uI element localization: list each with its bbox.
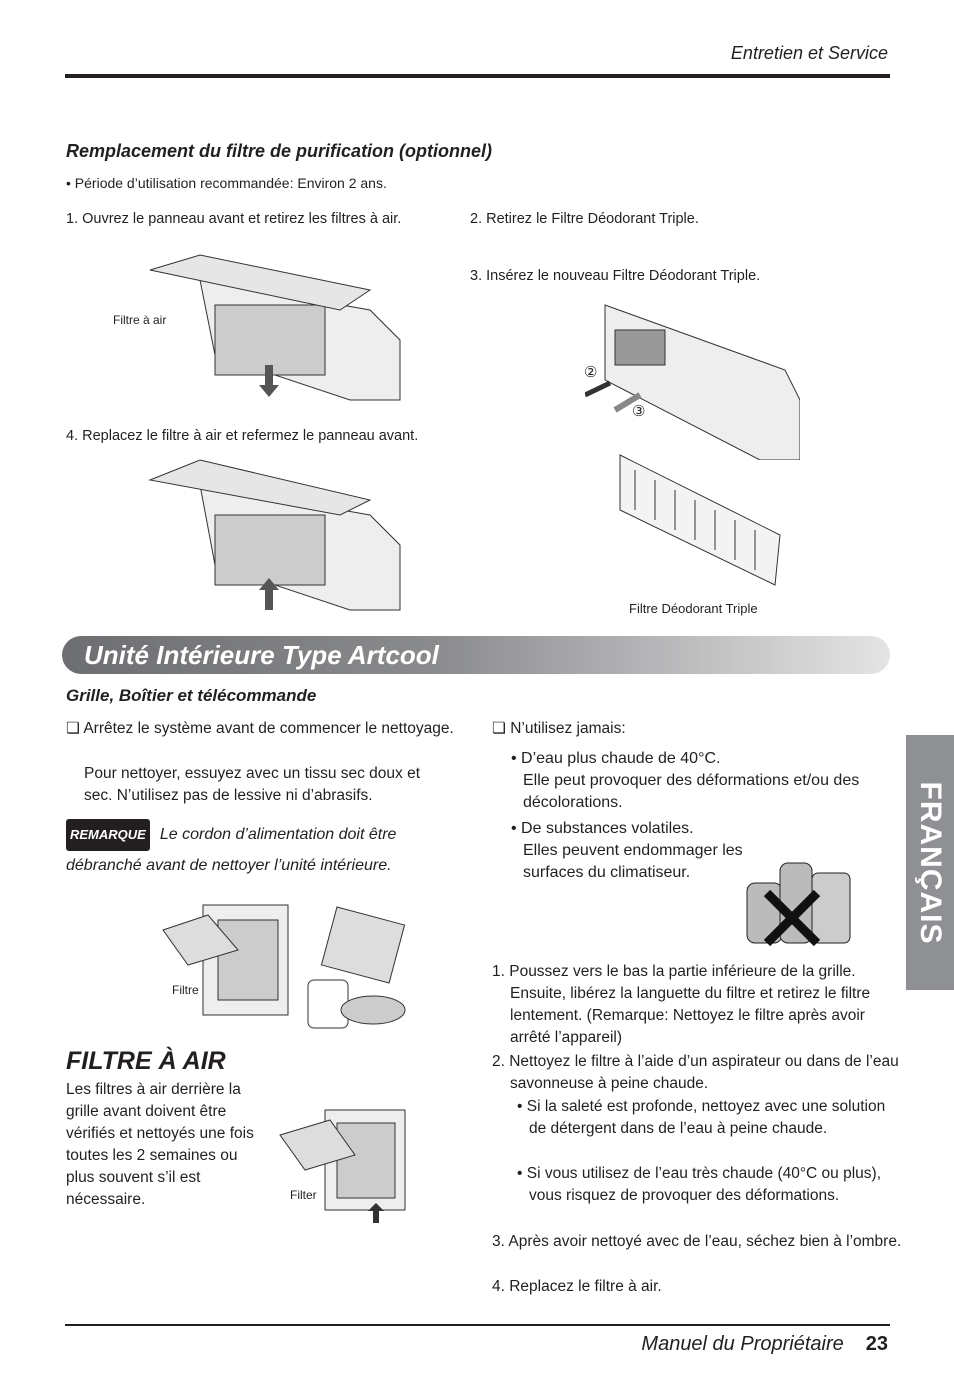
step-3: 3. Insérez le nouveau Filtre Déodorant Triple.: [470, 268, 761, 284]
filter-removal-illustration: [275, 1105, 410, 1225]
open-panel-illustration: [140, 250, 405, 410]
bullet-hot-water: • D’eau plus chaude de 40°C.: [511, 750, 721, 767]
air-filter-title: FILTRE À AIR: [66, 1047, 226, 1075]
period-text: • Période d’utilisation recommandée: Environ 2 ans.: [66, 175, 387, 191]
filter-step-2a: • Si la saleté est profonde, nettoyez avec une solution de détergent dans de l’eau à peine chaude.: [517, 1098, 886, 1137]
purification-title: Remplacement du filtre de purification (optionnel): [66, 141, 493, 161]
remark-note: [66, 819, 426, 881]
grille-filter-label: Filtre: [172, 983, 199, 997]
filter-step-3: 3. Après avoir nettoyé avec de l’eau, séchez bien à l’ombre.: [492, 1233, 902, 1250]
filter-step-1: 1. Poussez vers le bas la partie inférieure de la grille. Ensuite, libérez la languette du filtre et retirez le filtre lentement. (Remarque: Nettoyez le filtre après avoir arrêté l’appareil): [492, 963, 871, 1046]
air-filter-label: Filtre à air: [113, 313, 167, 327]
section-banner: [62, 636, 890, 674]
stop-system-text: ❏ Arrêtez le système avant de commencer le nettoyage.: [66, 720, 454, 737]
footer-title: Manuel du Propriétaire: [641, 1333, 844, 1355]
triple-filter-label: Filtre Déodorant Triple: [629, 601, 758, 616]
cleaning-instructions: Pour nettoyer, essuyez avec un tissu sec doux et sec. N’utilisez pas de lessive ni d’abrasifs.: [84, 765, 421, 804]
language-tab: [906, 735, 954, 990]
forbidden-solvents-icon: [742, 848, 854, 948]
section-header: Entretien et Service: [730, 43, 888, 63]
never-use-heading: ❏ N’utilisez jamais:: [492, 720, 626, 737]
step-4: 4. Replacez le filtre à air et refermez le panneau avant.: [66, 428, 419, 444]
deodorant-filter-removal-illustration: [585, 300, 800, 460]
step-2: 2. Retirez le Filtre Déodorant Triple.: [470, 211, 699, 227]
bullet-hot-water-detail: Elle peut provoquer des déformations et/ou des décolorations.: [523, 772, 860, 811]
filter-step-2: 2. Nettoyez le filtre à l’aide d’un aspirateur ou dans de l’eau savonneuse à peine chaude.: [492, 1053, 899, 1092]
close-panel-illustration: [140, 455, 405, 620]
footer: [641, 1333, 888, 1356]
footer-rule: [65, 1324, 890, 1326]
bullet-volatile: • De substances volatiles.: [511, 820, 694, 837]
filter-label: Filter: [290, 1188, 317, 1202]
language-tab-label: FRANÇAIS: [914, 781, 947, 944]
header-rule: [65, 74, 890, 78]
filter-step-4: 4. Replacez le filtre à air.: [492, 1278, 662, 1295]
mark-2: ②: [584, 364, 598, 381]
air-filter-description: Les filtres à air derrière la grille avant doivent être vérifiés et nettoyés une fois toutes les 2 semaines ou plus souvent s’il est nécessaire.: [66, 1081, 254, 1208]
remark-badge: REMARQUE: [66, 819, 150, 851]
mark-3: ③: [632, 403, 646, 420]
filter-step-2b: • Si vous utilisez de l’eau très chaude (40°C ou plus), vous risquez de provoquer des déformations.: [517, 1165, 882, 1204]
triple-filter-illustration: [615, 450, 785, 590]
page-number: 23: [865, 1333, 888, 1355]
banner-title: Unité Intérieure Type Artcool: [84, 640, 439, 670]
bullet-volatile-detail: Elles peuvent endommager les surfaces du climatiseur.: [523, 842, 743, 881]
remark-text: Le cordon d’alimentation doit être débranché avant de nettoyer l’unité intérieure.: [66, 826, 397, 874]
step-1: 1. Ouvrez le panneau avant et retirez les filtres à air.: [66, 211, 402, 227]
grille-cleaning-illustration: [158, 900, 408, 1030]
grille-title: Grille, Boîtier et télécommande: [66, 686, 317, 705]
